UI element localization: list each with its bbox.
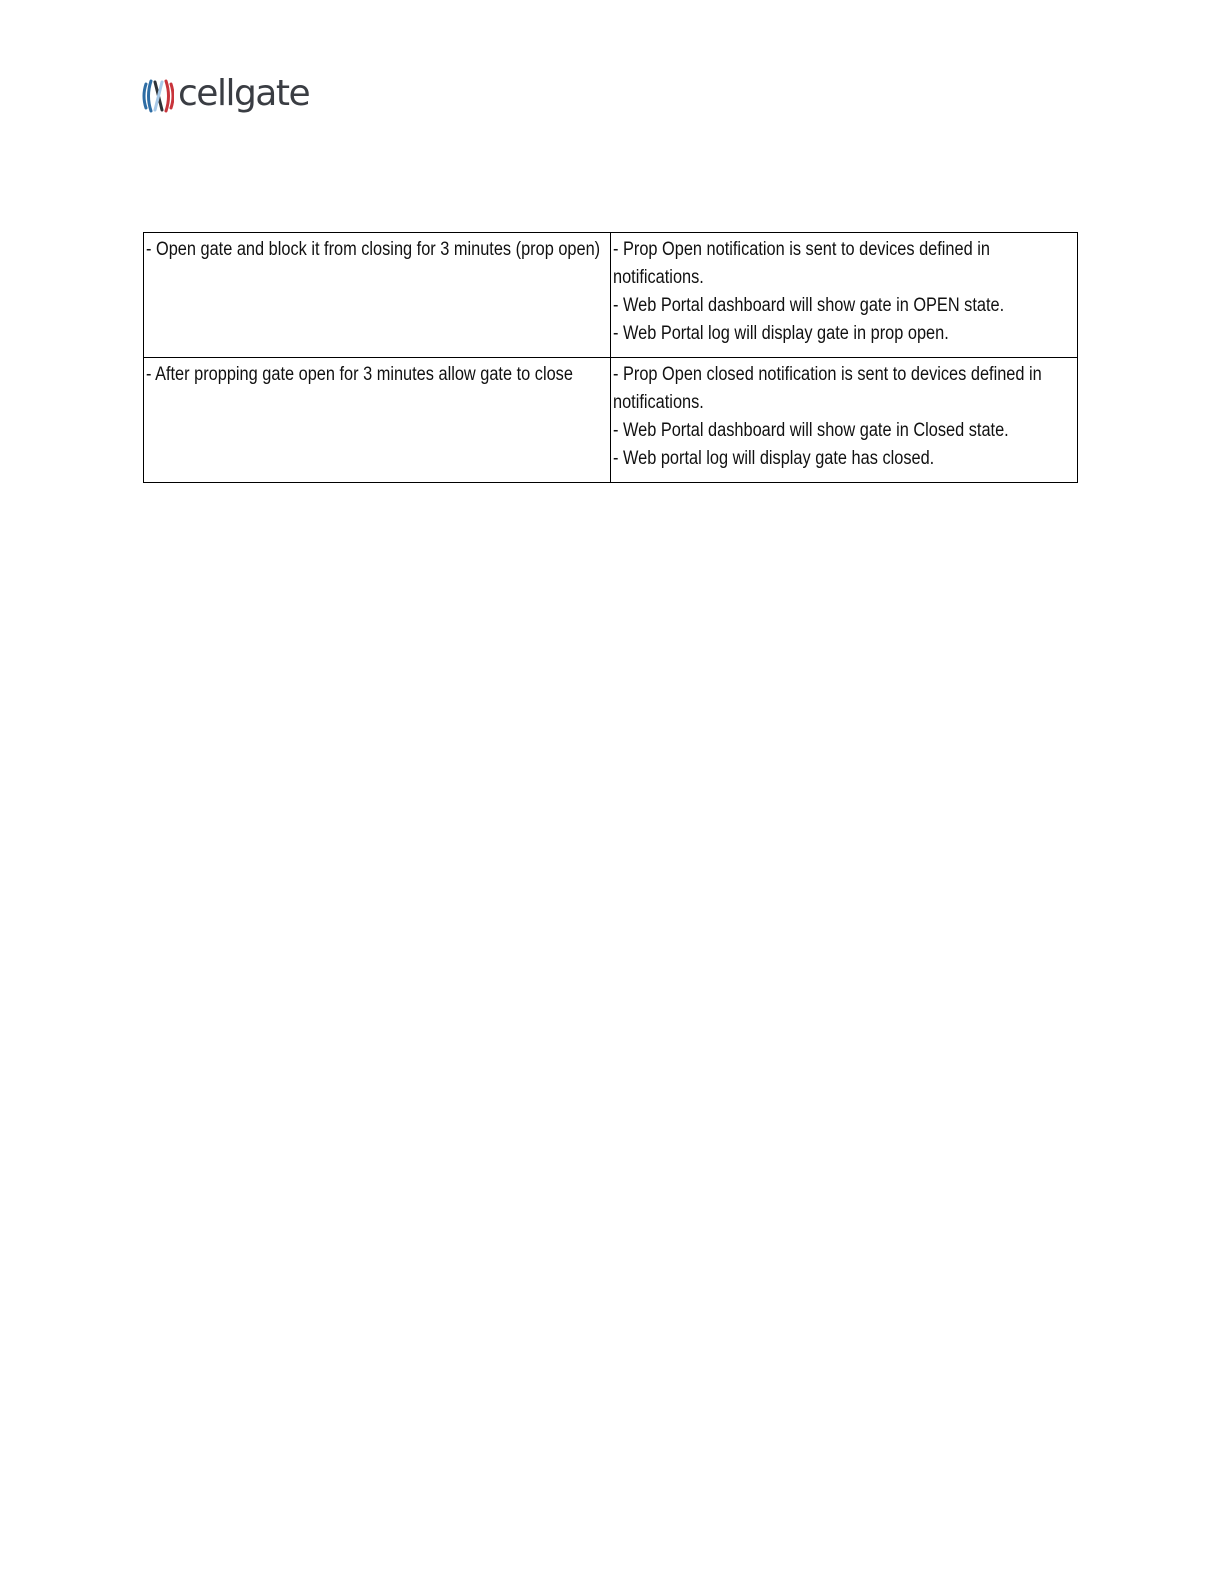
action-text: - Open gate and block it from closing for 3 minutes (prop open) [146,239,601,260]
table-row [144,358,1078,483]
action-cell [144,358,611,483]
expected-result-cell [611,358,1078,483]
expected-result-line: - Web Portal dashboard will show gate in Closed state. [613,420,1009,441]
action-cell [144,233,611,358]
logo-wordmark: cellgate [178,73,310,114]
action-text: - After propping gate open for 3 minutes allow gate to close [146,364,573,385]
expected-result-list [613,236,1074,348]
expected-result-line: - Web Portal log will display gate in prop open. [613,323,949,344]
cellgate-logo [142,74,309,118]
table-row [144,233,1078,358]
test-case-table [143,232,1078,483]
expected-result-line: - Prop Open closed notification is sent to devices defined in notifications. [613,364,1042,413]
expected-result-line: - Web Portal dashboard will show gate in OPEN state. [613,295,1005,316]
cellgate-logo-icon [142,76,174,116]
expected-result-line: - Prop Open notification is sent to devices defined in notifications. [613,239,990,288]
expected-result-cell [611,233,1078,358]
expected-result-list [613,361,1074,473]
expected-result-line: - Web portal log will display gate has closed. [613,448,935,469]
